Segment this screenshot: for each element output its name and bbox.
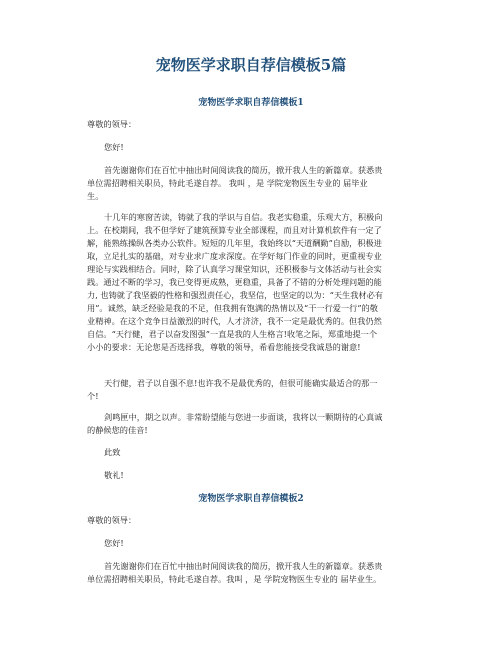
text-line: 取，立足扎实的基础，对专业求广度求深度。在学好每门作业的同时，更重视专业 [87,251,382,261]
text-line: 小小的要求：无论您是否选择我，尊敬的领导，希看您能接受我诚恳的谢意! [87,342,361,352]
salutation: 您好! [104,538,124,548]
text-line: 首先谢谢你们在百忙中抽出时间阅读我的简历，掀开我人生的新篇章。获悉贵 [104,165,383,175]
text-line: 的静候您的佳音! [87,425,148,435]
text-line: 天行健，君子以自强不息!也许我不是最优秀的，但很可能确实最适合的那一 [104,378,378,388]
section-heading-1: 宠物医学求职自荐信模板1 [198,98,304,108]
section-heading-2: 宠物医学求职自荐信模板2 [198,494,304,504]
text-line: 生。 [87,191,104,201]
paragraph-intro [87,560,434,586]
text-line: 业精神。在这个竞争日益激烈的时代，人才济济，我不一定是最优秀的。但我仍然 [87,316,382,326]
closing-line-1: 此致 [104,447,121,457]
text-line: 践。通过不断的学习，我已变得更成熟，更稳重，具备了不错的分析处理问题的能 [87,277,382,287]
text-line: 个! [87,391,99,401]
paragraph-intro [87,164,434,203]
text-line: 用”。诚然，缺乏经验是我的不足，但我拥有饱满的热情以及“干一行爱一行”的敬 [87,303,378,313]
text-line: 单位需招聘相关职员，特此毛遂自荐。我叫 ，是 学院宠物医生专业的 届毕业生。 [87,574,382,584]
text-line: 首先谢谢你们在百忙中抽出时间阅读我的简历，掀开我人生的新篇章。获悉贵 [104,561,383,571]
paragraph-motto [87,377,434,403]
paragraph-closing-wish [87,411,434,437]
paragraph-self-introduction [87,211,434,354]
greeting: 尊敬的领导： [87,515,137,525]
text-line: 解，能熟练操纵各类办公软件。短短的几年里，我始终以“天道酬勤”自励，积极进 [87,238,382,248]
text-line: 自信。“天行健，君子以奋发图强”一直是我的人生格言!收笔之际，郑重地提一个 [87,329,378,339]
text-line: 十几年的寒窗苦读，铸就了我的学识与自信。我老实稳重，乐观大方，积极向 [104,212,383,222]
text-line: 理论与实践相结合。同时，除了认真学习课堂知识，还积极参与文体活动与社会实 [87,264,382,274]
salutation: 您好! [104,142,124,152]
text-line: 单位需招聘相关职员，特此毛遂自荐。 我叫 ，是 学院宠物医生专业的 届毕业 [87,178,368,188]
text-line: 力, 也铸就了我坚毅的性格和强烈责任心，我坚信，也坚定的以为：“天生我材必有 [87,290,383,300]
document-title: 宠物医学求职自荐信模板5篇 [155,56,347,74]
greeting: 尊敬的领导： [87,119,137,129]
text-line: 上。在校期间，我不但学好了建筑预算专业全部课程，而且对计算机软件有一定了 [87,225,382,235]
closing-line-2: 敬礼! [104,470,124,480]
text-line: 剑鸣匣中，期之以声。非常盼望能与您进一步面谈，我将以一颗期待的心真诚 [104,412,383,422]
